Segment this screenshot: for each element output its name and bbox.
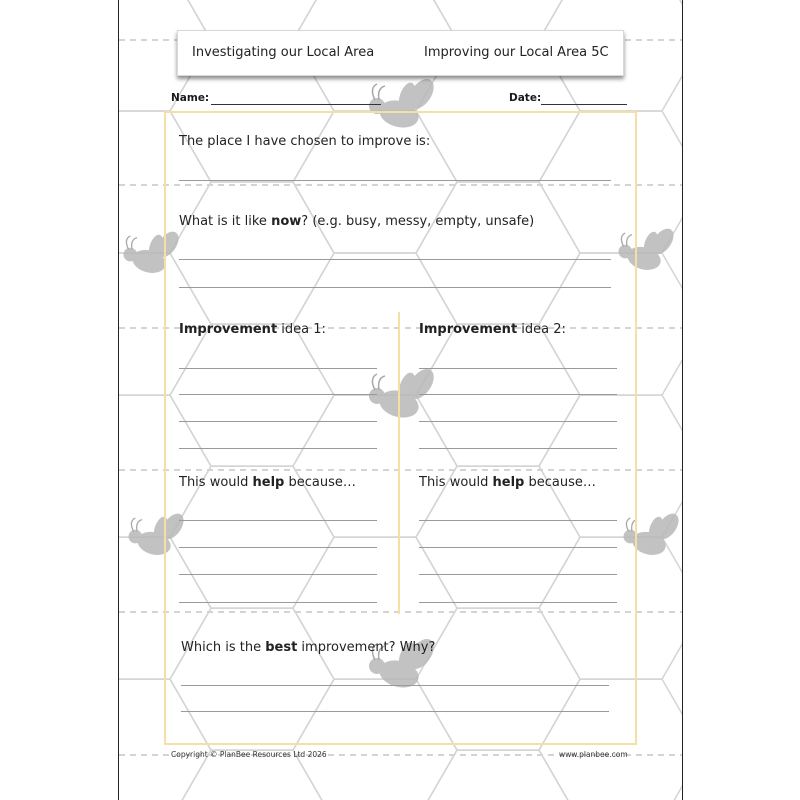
answer-line[interactable] bbox=[179, 520, 377, 521]
answer-line[interactable] bbox=[419, 547, 617, 548]
question-help-1: This would help because… bbox=[179, 475, 356, 490]
answer-line[interactable] bbox=[419, 421, 617, 422]
name-field-line[interactable] bbox=[211, 104, 381, 105]
answer-line[interactable] bbox=[179, 547, 377, 548]
answer-line[interactable] bbox=[419, 602, 617, 603]
question-help-2: This would help because… bbox=[419, 475, 596, 490]
answer-line[interactable] bbox=[179, 368, 377, 369]
answer-line[interactable] bbox=[419, 574, 617, 575]
website-link[interactable]: www.planbee.com bbox=[559, 750, 628, 759]
answer-line[interactable] bbox=[179, 287, 611, 288]
answer-line[interactable] bbox=[181, 711, 609, 712]
answer-line[interactable] bbox=[179, 259, 611, 260]
unit-title: Investigating our Local Area bbox=[192, 45, 375, 60]
answer-line[interactable] bbox=[179, 421, 377, 422]
pattern-hexagon bbox=[416, 750, 580, 800]
question-best: Which is the best improvement? Why? bbox=[181, 640, 436, 655]
name-label: Name: bbox=[171, 92, 210, 104]
question-now: What is it like now? (e.g. busy, messy, empty, unsafe) bbox=[179, 214, 535, 229]
question-place: The place I have chosen to improve is: bbox=[179, 134, 431, 149]
column-divider bbox=[398, 312, 400, 614]
answer-line[interactable] bbox=[179, 448, 377, 449]
answer-line[interactable] bbox=[419, 448, 617, 449]
title-banner bbox=[177, 30, 624, 76]
lesson-title: Improving our Local Area 5C bbox=[424, 45, 609, 60]
worksheet-page bbox=[118, 0, 683, 800]
answer-line[interactable] bbox=[179, 574, 377, 575]
copyright-notice: Copyright © PlanBee Resources Ltd 2026 bbox=[171, 750, 327, 759]
answer-line[interactable] bbox=[419, 368, 617, 369]
answer-line[interactable] bbox=[419, 520, 617, 521]
answer-line[interactable] bbox=[179, 180, 611, 181]
date-field-line[interactable] bbox=[541, 104, 627, 105]
date-label: Date: bbox=[509, 92, 542, 104]
answer-line[interactable] bbox=[181, 685, 609, 686]
question-idea-1: Improvement idea 1: bbox=[179, 322, 326, 337]
answer-line[interactable] bbox=[179, 394, 377, 395]
question-idea-2: Improvement idea 2: bbox=[419, 322, 566, 337]
answer-line[interactable] bbox=[419, 394, 617, 395]
answer-line[interactable] bbox=[179, 602, 377, 603]
